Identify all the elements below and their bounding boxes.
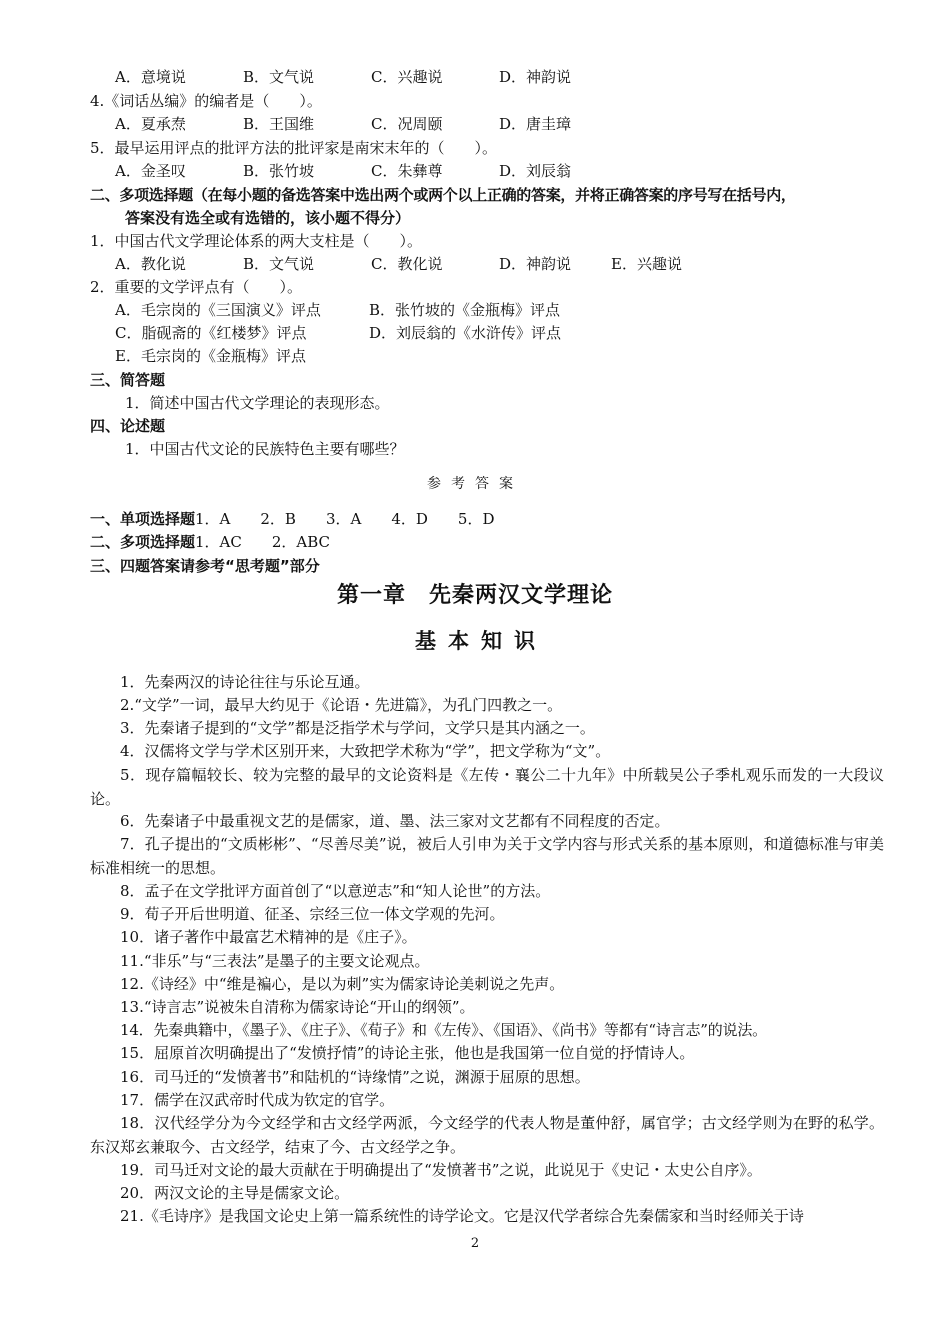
knowledge-item: 2.“文学”一词，最早大约见于《论语・先进篇》，为孔门四教之一。 <box>120 696 563 714</box>
q3-options <box>115 66 884 90</box>
knowledge-item: 5．现存篇幅较长、较为完整的最早的文论资料是《左传・襄公二十九年》中所载吴公子季札观乐而发的一大段议论。 <box>90 766 884 808</box>
answers-line-1 <box>90 508 884 532</box>
knowledge-item: 8．孟子在文学批评方面首创了“以意逆志”和“知人论世”的方法。 <box>120 882 551 900</box>
knowledge-item: 16．司马迁的“发愤著书”和陆机的“诗缘情”之说，渊源于屈原的思想。 <box>120 1068 590 1086</box>
answers-label: 二、多项选择题 <box>90 533 196 551</box>
multi-q2-row2 <box>115 322 884 346</box>
option: E．兴趣说 <box>611 255 682 273</box>
option: D．唐圭璋 <box>499 115 572 133</box>
answers-line-2 <box>90 531 884 555</box>
knowledge-item: 3．先秦诸子提到的“文学”都是泛指学术与学问，文学只是其内涵之一。 <box>120 719 595 737</box>
option: C．况周颐 <box>371 115 443 133</box>
q5-options <box>115 160 884 184</box>
section-title: 基本知识 <box>415 629 547 653</box>
knowledge-item: 6．先秦诸子中最重视文艺的是儒家，道、墨、法三家对文艺都有不同程度的否定。 <box>120 812 670 830</box>
multi-q2-row1 <box>115 299 884 323</box>
multi-q1-options <box>115 253 884 277</box>
knowledge-item: 10．诸子著作中最富艺术精神的是《庄子》。 <box>120 928 417 946</box>
knowledge-item: 15．屈原首次明确提出了“发愤抒情”的诗论主张，他也是我国第一位自觉的抒情诗人。 <box>120 1044 695 1062</box>
section-heading-multi: 二、多项选择题（在每小题的备选答案中选出两个或两个以上正确的答案，并将正确答案的序号写在括号内， <box>90 186 796 204</box>
page-number: 2 <box>470 1236 480 1251</box>
answers-text: 1．AC 2．ABC <box>195 533 331 551</box>
option: A．毛宗岗的《三国演义》评点 <box>115 301 321 319</box>
option: B．王国维 <box>243 115 315 133</box>
option: A．夏承焘 <box>115 115 186 133</box>
option: C．朱彝尊 <box>371 162 443 180</box>
essay-q1: 1．中国古代文论的民族特色主要有哪些？ <box>125 440 405 458</box>
chapter-title: 第一章 先秦两汉文学理论 <box>336 583 613 608</box>
option: B．文气说 <box>243 68 315 86</box>
knowledge-item: 7．孔子提出的“文质彬彬”、“尽善尽美”说，被后人引申为关于文学内容与形式关系的基本原则，和道德标准与审美标准相统一的思想。 <box>90 835 884 877</box>
knowledge-item: 1．先秦两汉的诗论往往与乐论互通。 <box>120 673 370 691</box>
section-heading-short: 三、简答题 <box>90 371 166 389</box>
knowledge-item: 9．荀子开后世明道、征圣、宗经三位一体文学观的先河。 <box>120 905 505 923</box>
option: A．意境说 <box>115 68 186 86</box>
answers-line-3: 三、四题答案请参考“思考题”部分 <box>90 557 320 575</box>
answers-title: 参考答案 <box>427 476 523 492</box>
answers-text: 1．A 2．B 3．A 4．D 5．D <box>195 510 495 528</box>
knowledge-item: 12.《诗经》中“维是褊心，是以为刺”实为儒家诗论美刺说之先声。 <box>120 975 565 993</box>
knowledge-item: 19．司马迁对文论的最大贡献在于明确提出了“发愤著书”之说，此说见于《史记・太史公自序》。 <box>120 1161 762 1179</box>
multi-q1-stem: 1．中国古代文学理论体系的两大支柱是（ ）。 <box>90 232 423 250</box>
q4-options <box>115 113 884 137</box>
option: D．神韵说 <box>499 255 572 273</box>
knowledge-item: 20．两汉文论的主导是儒家文论。 <box>120 1184 350 1202</box>
option: C．兴趣说 <box>371 68 443 86</box>
option: B．文气说 <box>243 255 315 273</box>
multi-q2-row3: E．毛宗岗的《金瓶梅》评点 <box>115 347 306 365</box>
knowledge-item: 18．汉代经学分为今文经学和古文经学两派，今文经学的代表人物是董仲舒，属官学；古文经学则为在野的私学。东汉郑玄兼取今、古文经学，结束了今、古文经学之争。 <box>90 1114 884 1156</box>
short-q1: 1．简述中国古代文学理论的表现形态。 <box>125 394 390 412</box>
option: A．金圣叹 <box>115 162 186 180</box>
knowledge-item: 17．儒学在汉武帝时代成为钦定的官学。 <box>120 1091 395 1109</box>
knowledge-item: 21.《毛诗序》是我国文论史上第一篇系统性的诗学论文。它是汉代学者综合先秦儒家和当时经师关于诗 <box>120 1207 804 1225</box>
option: A．教化说 <box>115 255 186 273</box>
option: D．刘辰翁的《水浒传》评点 <box>369 324 562 342</box>
knowledge-item: 11.“非乐”与“三表法”是墨子的主要文论观点。 <box>120 952 430 970</box>
option: B．张竹坡的《金瓶梅》评点 <box>369 301 561 319</box>
option: C．脂砚斋的《红楼梦》评点 <box>115 324 307 342</box>
option: C．教化说 <box>371 255 443 273</box>
multi-q2-stem: 2．重要的文学评点有（ ）。 <box>90 278 303 296</box>
q5-stem: 5．最早运用评点的批评方法的批评家是南宋末年的（ ）。 <box>90 139 498 157</box>
option: D．神韵说 <box>499 68 572 86</box>
knowledge-item: 13.“诗言志”说被朱自清称为儒家诗论“开山的纲领”。 <box>120 998 475 1016</box>
option: D．刘辰翁 <box>499 162 572 180</box>
option: B．张竹坡 <box>243 162 315 180</box>
answers-label: 一、单项选择题 <box>90 510 196 528</box>
section-heading-essay: 四、论述题 <box>90 417 166 435</box>
section-heading-multi-cont: 答案没有选全或有选错的，该小题不得分） <box>125 209 411 227</box>
q4-stem: 4.《词话丛编》的编者是（ ）。 <box>90 92 322 110</box>
knowledge-item: 4．汉儒将文学与学术区别开来，大致把学术称为“学”，把文学称为“文”。 <box>120 742 611 760</box>
knowledge-item: 14．先秦典籍中，《墨子》、《庄子》、《荀子》和《左传》、《国语》、《尚书》等都有“诗言志”的说法。 <box>120 1021 767 1039</box>
